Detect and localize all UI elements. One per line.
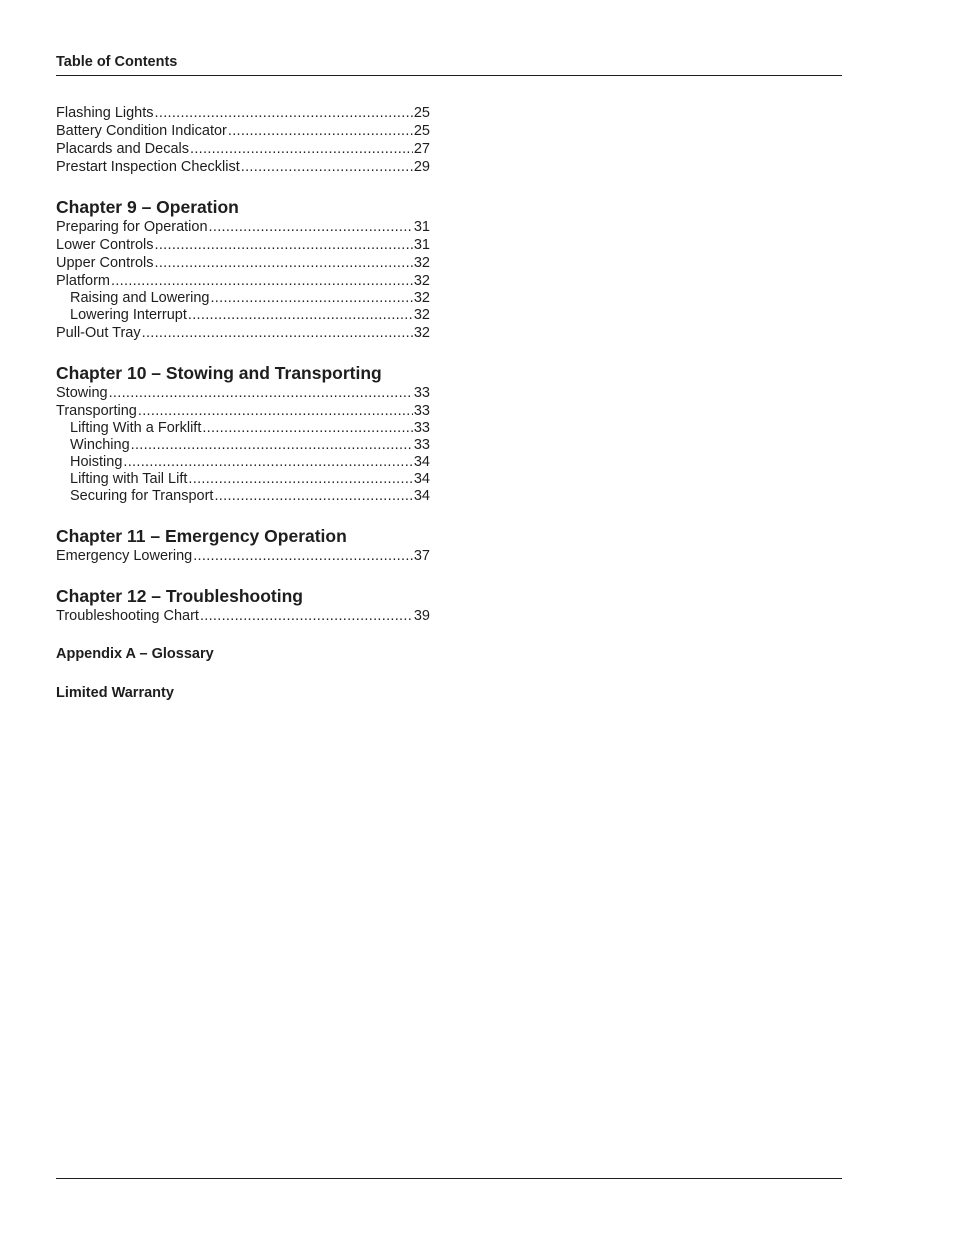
dot-leader xyxy=(190,140,413,158)
dot-leader xyxy=(188,471,412,488)
toc-entry-page: 34 xyxy=(413,471,430,487)
dot-leader xyxy=(111,272,413,290)
toc-entry-label: Upper Controls xyxy=(56,255,154,271)
dot-leader xyxy=(131,437,413,454)
page-header-title: Table of Contents xyxy=(56,54,178,70)
limited-warranty-heading[interactable]: Limited Warranty xyxy=(56,685,174,701)
dot-leader xyxy=(155,236,413,254)
dot-leader xyxy=(155,254,413,272)
toc-entry-page: 33 xyxy=(413,403,430,419)
toc-entry-upper-controls[interactable] xyxy=(56,254,430,272)
table-of-contents xyxy=(56,104,430,702)
toc-entry-page: 32 xyxy=(413,325,430,341)
toc-entry-label: Flashing Lights xyxy=(56,105,154,121)
toc-entry-platform[interactable] xyxy=(56,272,430,290)
toc-entry-page: 31 xyxy=(413,219,430,235)
toc-entry-label: Transporting xyxy=(56,403,137,419)
toc-entry-lowering-interrupt[interactable] xyxy=(56,307,430,324)
toc-entry-label: Lifting With a Forklift xyxy=(70,420,202,436)
chapter-11-heading[interactable]: Chapter 11 – Emergency Operation xyxy=(56,526,347,546)
toc-entry-label: Hoisting xyxy=(70,454,123,470)
dot-leader xyxy=(210,290,412,307)
toc-entry-securing-for-transport[interactable] xyxy=(56,488,430,505)
toc-entry-page: 25 xyxy=(413,105,430,121)
dot-leader xyxy=(241,158,413,176)
dot-leader xyxy=(228,122,413,140)
dot-leader xyxy=(109,384,413,402)
toc-entry-page: 25 xyxy=(413,123,430,139)
toc-entry-label: Securing for Transport xyxy=(70,488,214,504)
dot-leader xyxy=(193,547,413,565)
toc-entry-page: 31 xyxy=(413,237,430,253)
toc-entry-preparing-for-operation[interactable] xyxy=(56,218,430,236)
toc-entry-battery-condition-indicator[interactable] xyxy=(56,122,430,140)
toc-entry-emergency-lowering[interactable] xyxy=(56,547,430,565)
toc-entry-pull-out-tray[interactable] xyxy=(56,324,430,342)
dot-leader xyxy=(142,324,413,342)
toc-entry-label: Platform xyxy=(56,273,110,289)
toc-entry-prestart-inspection-checklist[interactable] xyxy=(56,158,430,176)
dot-leader xyxy=(188,307,413,324)
toc-entry-label: Stowing xyxy=(56,385,108,401)
chapter-9-heading[interactable]: Chapter 9 – Operation xyxy=(56,197,239,217)
dot-leader xyxy=(214,488,412,505)
appendix-a-heading[interactable]: Appendix A – Glossary xyxy=(56,646,214,662)
toc-entry-troubleshooting-chart[interactable] xyxy=(56,607,430,625)
footer-rule xyxy=(56,1178,842,1179)
chapter-12-heading[interactable]: Chapter 12 – Troubleshooting xyxy=(56,586,303,606)
toc-entry-page: 33 xyxy=(413,420,430,436)
toc-entry-page: 33 xyxy=(413,437,430,453)
chapter-10-heading[interactable]: Chapter 10 – Stowing and Transporting xyxy=(56,363,382,383)
header-rule xyxy=(56,75,842,76)
toc-entry-page: 27 xyxy=(413,141,430,157)
toc-entry-raising-and-lowering[interactable] xyxy=(56,290,430,307)
toc-entry-label: Lowering Interrupt xyxy=(70,307,187,323)
toc-entry-page: 34 xyxy=(413,454,430,470)
toc-entry-page: 32 xyxy=(413,255,430,271)
dot-leader xyxy=(209,218,413,236)
toc-entry-stowing[interactable] xyxy=(56,384,430,402)
toc-entry-winching[interactable] xyxy=(56,437,430,454)
toc-entry-page: 37 xyxy=(413,548,430,564)
dot-leader xyxy=(200,607,413,625)
toc-entry-page: 32 xyxy=(413,290,430,306)
toc-entry-page: 39 xyxy=(413,608,430,624)
toc-entry-page: 32 xyxy=(413,273,430,289)
toc-entry-flashing-lights[interactable] xyxy=(56,104,430,122)
toc-entry-label: Winching xyxy=(70,437,130,453)
toc-entry-label: Lower Controls xyxy=(56,237,154,253)
toc-entry-label: Preparing for Operation xyxy=(56,219,208,235)
toc-entry-label: Raising and Lowering xyxy=(70,290,210,306)
toc-entry-label: Prestart Inspection Checklist xyxy=(56,159,240,175)
toc-entry-placards-and-decals[interactable] xyxy=(56,140,430,158)
toc-entry-label: Pull-Out Tray xyxy=(56,325,141,341)
toc-entry-transporting[interactable] xyxy=(56,402,430,420)
toc-entry-page: 32 xyxy=(413,307,430,323)
toc-entry-lifting-with-tail-lift[interactable] xyxy=(56,471,430,488)
toc-entry-label: Lifting with Tail Lift xyxy=(70,471,188,487)
dot-leader xyxy=(123,454,412,471)
dot-leader xyxy=(202,420,413,437)
dot-leader xyxy=(155,104,413,122)
toc-entry-label: Battery Condition Indicator xyxy=(56,123,227,139)
toc-entry-page: 29 xyxy=(413,159,430,175)
dot-leader xyxy=(138,402,413,420)
toc-entry-lower-controls[interactable] xyxy=(56,236,430,254)
toc-entry-label: Emergency Lowering xyxy=(56,548,193,564)
toc-entry-label: Placards and Decals xyxy=(56,141,189,157)
toc-entry-hoisting[interactable] xyxy=(56,454,430,471)
toc-entry-page: 33 xyxy=(413,385,430,401)
toc-entry-lifting-with-a-forklift[interactable] xyxy=(56,420,430,437)
toc-entry-label: Troubleshooting Chart xyxy=(56,608,199,624)
toc-entry-page: 34 xyxy=(413,488,430,504)
